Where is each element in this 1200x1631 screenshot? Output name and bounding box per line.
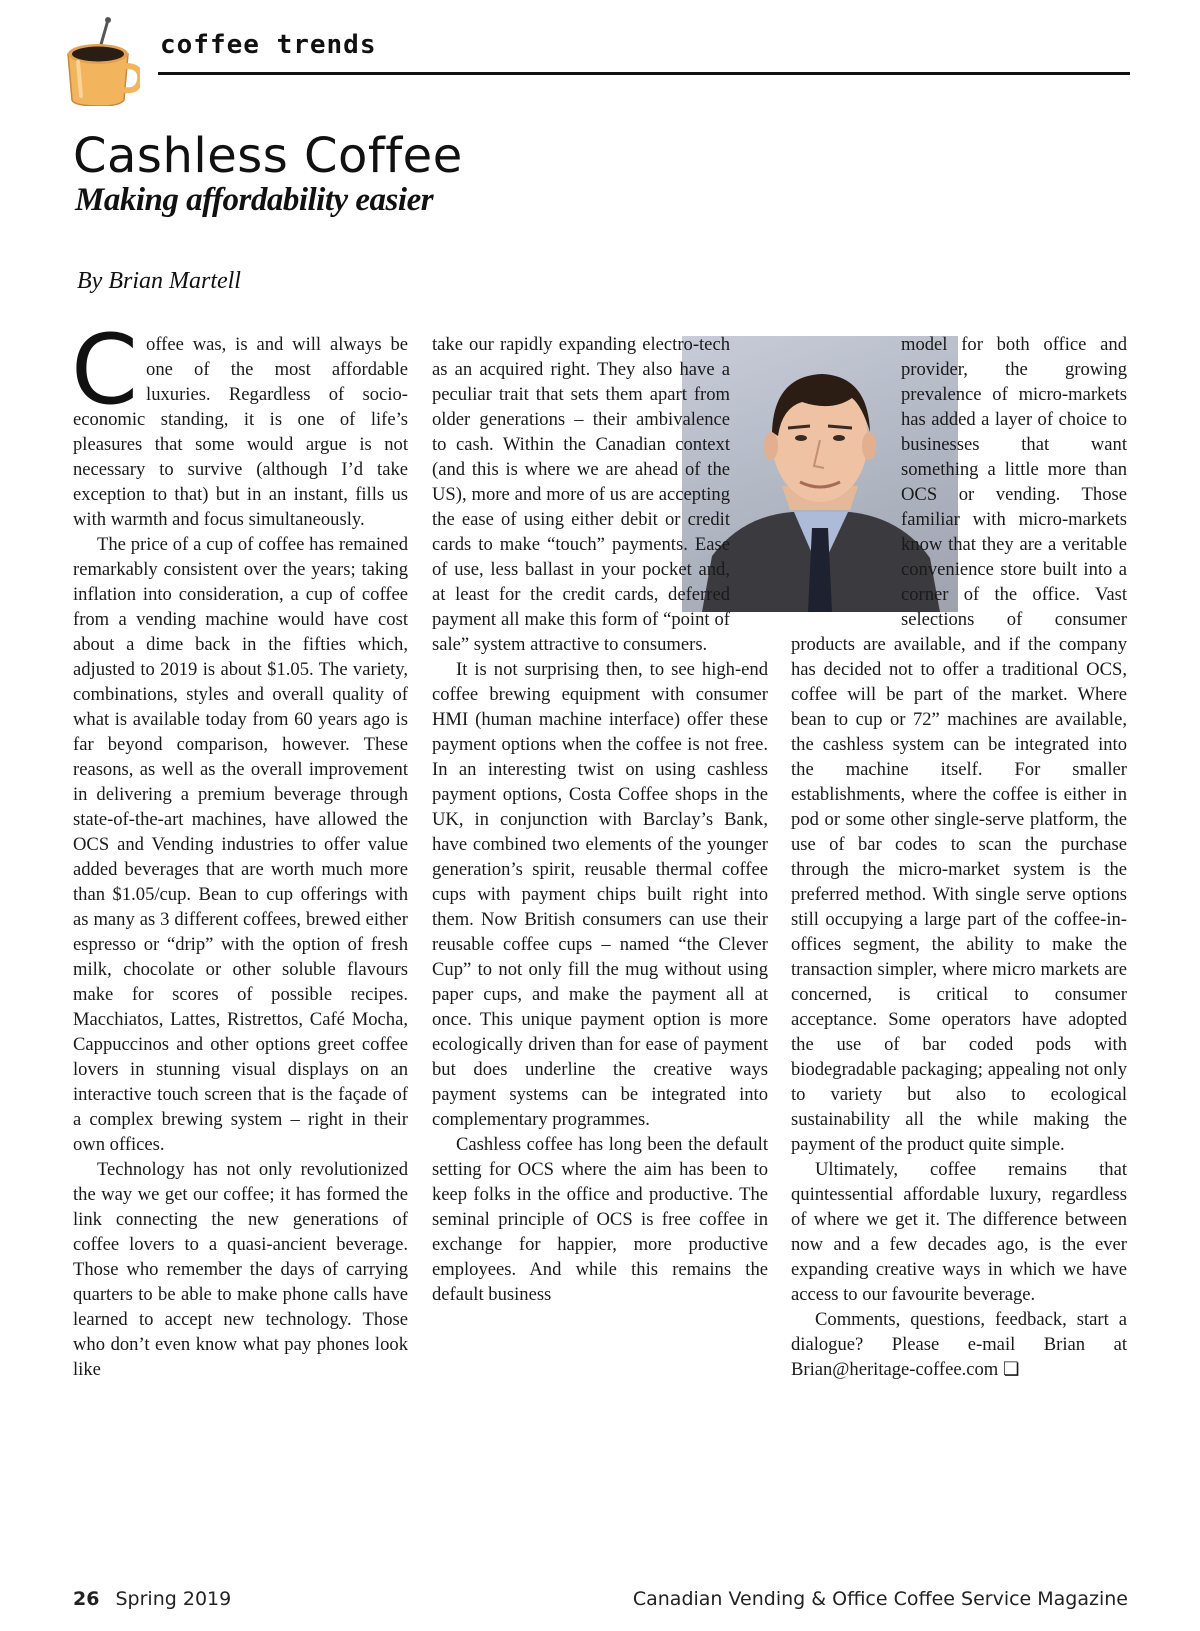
magazine-name: Canadian Vending & Office Coffee Service Magazine [632, 1588, 1128, 1610]
issue-label: Spring 2019 [115, 1588, 232, 1610]
paragraph: Technology has not only revolutionized the way we get our coffee; it has formed the link connecting the new generations of coffee lovers to a quasi-ancient beverage. Those who remember the days of carrying quarters to be able to make phone calls have learned to accept new technology. Those who don’t even know what pay phones look like [73, 1159, 408, 1380]
section-header [60, 10, 1130, 100]
drop-cap: C [71, 314, 139, 426]
article-column-2 [432, 332, 768, 1307]
paragraph: Ultimately, coffee remains that quintessential affordable luxury, regardless of where we get it. The difference between now and a few decades ago, is the ever expanding creative ways in which we have access to our favourite beverage. [791, 1159, 1127, 1305]
page-number: 26 [73, 1588, 100, 1610]
paragraph: Comments, questions, feedback, start a dialogue? Please e-mail Brian at Brian@heritage-coffee.com ❏ [791, 1309, 1127, 1380]
paragraph: It is not surprising then, to see high-end coffee brewing equipment with consumer HMI (human machine interface) offer these payment options when the coffee is not free. In an interesting twist on using cashless payment options, Costa Coffee shops in the UK, in conjunction with Barclay’s Bank, have combined two elements of the younger generation’s spirit, reusable thermal coffee cups with payment chips built right into them. Now British consumers can use their reusable coffee cups – named “the Clever Cup” to not only fill the mug without using paper cups, and make the payment all at once. This unique payment option is more ecologically driven than for ease of payment but does underline the creative ways payment systems can be integrated into complementary programmes. [432, 659, 768, 1130]
coffee-mug-icon [60, 14, 140, 106]
paragraph: Cashless coffee has long been the default setting for OCS where the aim has been to keep folks in the office and productive. The seminal principle of OCS is free coffee in exchange for happier, more productive employees. And while this remains the default business [432, 1134, 768, 1305]
paragraph: The price of a cup of coffee has remained remarkably consistent over the years; taking inflation into consideration, a cup of coffee from a vending machine would have cost about a dime back in the fifties which, adjusted to 2019 is about $1.05. The variety, combinations, styles and overall quality of what is available today from 60 years ago is far beyond comparison, however. These reasons, as well as the overall improvement in delivering a premium beverage through state-of-the-art machines, have allowed the OCS and Vending industries to offer value added beverages that are worth much more than $1.05/cup. Bean to cup offerings with as many as 3 different coffees, brewed either espresso or “drip” with the option of fresh milk, chocolate or other soluble flavours make for scores of possible recipes. Macchiatos, Lattes, Ristrettos, Café Mocha, Cappuccinos and other options greet coffee lovers in stunning visual displays on an interactive touch screen that is the façade of a complex brewing system – right in their own offices. [73, 534, 408, 1155]
paragraph: take our rapidly expanding electro-tech as an acquired right. They also have a peculiar trait that sets them apart from older generations – their ambivalence to cash. Within the Canadian context (and this is where we are ahead of the US), more and more of us are accepting the ease of using either debit or credit cards to make “touch” payments. Ease of use, less ballast in your pocket and, at least for the credit cards, deferred payment all make this form of “point of sale” system attractive to consumers. [432, 334, 730, 655]
section-title: coffee trends [160, 30, 377, 60]
paragraph: model for both office and provider, the growing prevalence of micro-markets has added a layer of choice to businesses that want something a little more than OCS or vending. Those familiar with micro-markets know that they are a veritable convenience store built into a corner of the office. Vast selections of consumer products are available, and if the company has decided not to offer a traditional OCS, coffee will be part of the market. Where bean to cup or 72” machines are available, the cashless system can be integrated into the machine itself. For smaller establishments, where the coffee is either in pod or some other single-serve platform, the use of bar codes to scan the purchase through the micro-market system is the preferred method. With single serve options still occupying a large part of the coffee-in-offices segment, the ability to make the transaction simpler, where micro markets are concerned, is critical to consumer acceptance. Some operators have adopted the use of bar coded pods with biodegradable packaging; appealing not only to variety but also to ecological sustainability all the while making the payment of the product quite simple. [791, 334, 1127, 1155]
page-footer [73, 1588, 1128, 1616]
article-column-3 [791, 332, 1127, 1382]
article-subtitle: Making affordability easier [75, 182, 434, 218]
paragraph: Coffee was, is and will always be one of the most affordable luxuries. Regardless of socio-economic standing, it is one of life’s pleasures that some would argue is not necessary to survive (although I’d take exception to that) but in an instant, fills us with warmth and focus simultaneously. [71, 314, 408, 530]
article-column-1 [71, 314, 408, 1382]
byline: By Brian Martell [77, 268, 241, 294]
header-rule [158, 72, 1130, 75]
article-title: Cashless Coffee [73, 128, 463, 184]
